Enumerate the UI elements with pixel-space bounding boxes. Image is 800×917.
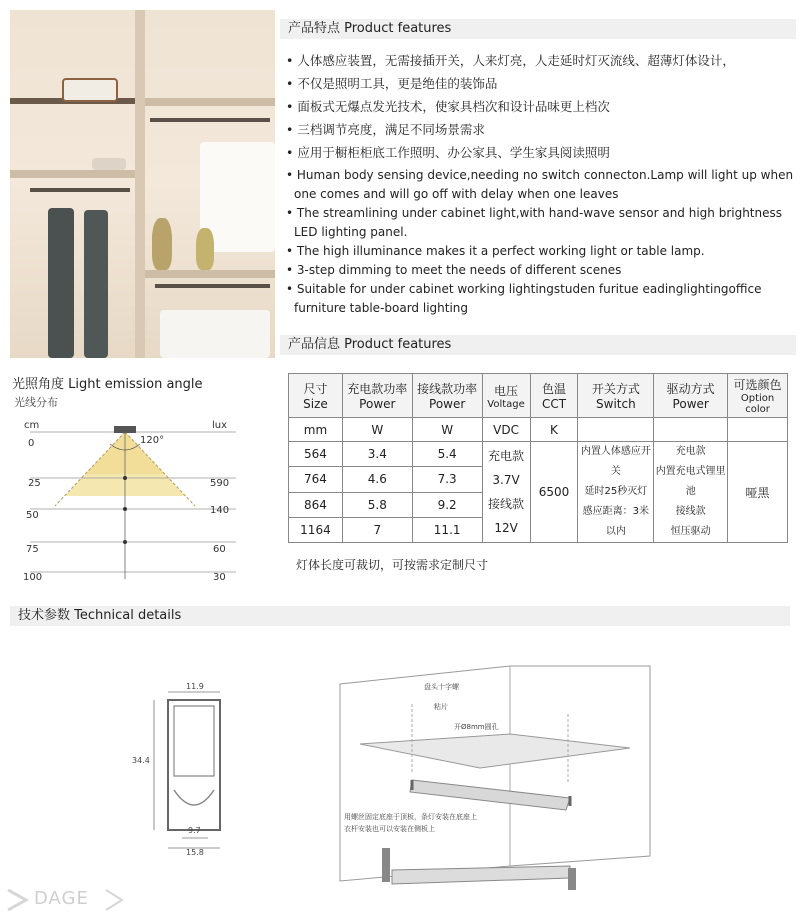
angle-label: 120° [140, 435, 165, 446]
info-header: 产品信息 Product features [280, 335, 796, 355]
cell-power-charge: 4.6 [342, 467, 412, 492]
angle-diagram [10, 414, 242, 594]
axis-dot [123, 540, 127, 544]
col-color: 可选颜色 Option color [728, 374, 788, 418]
brand-logo: DAGE [34, 888, 89, 909]
left-tick: 75 [26, 544, 39, 555]
profile-cavity [174, 706, 214, 776]
feature-en-1b: one comes and will go off with delay when one leaves [294, 187, 619, 201]
spec-unit-row [289, 418, 788, 442]
right-tick: 60 [213, 544, 226, 555]
cell-power-charge: 3.4 [342, 442, 412, 467]
profile-drawing [130, 680, 250, 860]
col-drive: 驱动方式 Power [654, 374, 728, 418]
left-tick: 100 [23, 572, 43, 583]
feature-cn-4: • 三档调节亮度，满足不同场景需求 [286, 122, 485, 137]
feature-cn-3: • 面板式无爆点发光技术，使家具档次和设计品味更上档次 [286, 99, 610, 114]
right-unit: lux [212, 420, 228, 431]
cell-size: 864 [289, 492, 343, 517]
angle-title: 光照角度 Light emission angle [12, 377, 203, 392]
unit-cct: K [530, 418, 578, 442]
beam-diagram-svg [10, 414, 242, 594]
cell-size: 1164 [289, 517, 343, 542]
feature-en-5b: furniture table-board lighting [294, 301, 469, 315]
cell-power-charge: 5.8 [342, 492, 412, 517]
install-note-1: 用螺丝固定底座于顶板，条灯安装在底座上 [344, 813, 477, 821]
unit-power-wired: W [412, 418, 482, 442]
right-tick: 140 [210, 505, 230, 516]
dim-inner: 9.7 [188, 826, 201, 835]
cabinet-panel [360, 734, 630, 768]
right-tick: 30 [213, 572, 226, 583]
spec-table [288, 373, 788, 543]
angle-subtitle: 光线分布 [14, 396, 58, 409]
end-cap-right [568, 868, 576, 890]
features-header: 产品特点 Product features [280, 19, 796, 39]
dim-height: 34.4 [132, 756, 150, 765]
end-cap-left [382, 848, 390, 882]
left-tick: 25 [28, 478, 41, 489]
installation-drawing [330, 656, 660, 906]
profile-diffuser [174, 790, 214, 805]
label-hole: 开Ø8mm圆孔 [454, 723, 499, 731]
lamp-icon [114, 426, 136, 433]
feature-cn-1: • 人体感应装置，无需接插开关，人来灯亮，人走延时灯灭流线、超薄灯体设计， [286, 53, 735, 68]
col-switch: 开关方式 Switch [578, 374, 654, 418]
right-tick: 590 [210, 478, 230, 489]
length-note: 灯体长度可裁切，可按需求定制尺寸 [296, 558, 489, 572]
feature-en-2: • The streamlining under cabinet light,with hand-wave sensor and high brightness [286, 206, 783, 220]
feature-en-3: • The high illuminance makes it a perfect working light or table lamp. [286, 244, 705, 258]
cell-size: 764 [289, 467, 343, 492]
left-tick: 50 [26, 510, 39, 521]
feature-en-2b: LED lighting panel. [294, 225, 408, 239]
cell-power-wired: 5.4 [412, 442, 482, 467]
unit-switch [578, 418, 654, 442]
axis-dot [123, 476, 127, 480]
unit-voltage: VDC [482, 418, 530, 442]
label-pad: 粘片 [434, 703, 448, 711]
col-size: 尺寸 Size [289, 374, 343, 418]
feature-cn-5: • 应用于橱柜柜底工作照明、办公家具、学生家具阅读照明 [286, 145, 610, 160]
light-bar [410, 780, 570, 810]
cell-color: 哑黑 [728, 442, 788, 543]
chevron-right-icon [102, 888, 126, 912]
cell-power-wired: 11.1 [412, 517, 482, 542]
label-screw: 盘头十字螺 [424, 683, 459, 691]
unit-color [728, 418, 788, 442]
unit-size: mm [289, 418, 343, 442]
product-photo [10, 10, 275, 358]
col-power-wired: 接线款功率 Power [412, 374, 482, 418]
chevron-right-icon [4, 888, 34, 912]
col-power-charge: 充电款功率 Power [342, 374, 412, 418]
table-row [289, 442, 788, 467]
feature-cn-2: • 不仅是照明工具，更是绝佳的装饰品 [286, 76, 498, 91]
light-bar-bottom [392, 866, 570, 884]
install-note-2: 衣杆安装也可以安装在侧板上 [344, 825, 435, 833]
features-cn-list [286, 49, 735, 164]
cell-switch: 内置人体感应开关 延时25秒灭灯 感应距离：3米以内 [578, 442, 654, 543]
feature-en-1: • Human body sensing device,needing no switch connecton.Lamp will light up when [286, 168, 794, 182]
spec-header-row [289, 374, 788, 418]
dim-bottom: 15.8 [186, 848, 204, 857]
axis-dot [123, 507, 127, 511]
features-en-list [286, 166, 793, 318]
cell-drive: 充电款 内置充电式锂里池 接线款 恒压驱动 [654, 442, 728, 543]
cell-size: 564 [289, 442, 343, 467]
installation-svg [330, 656, 660, 906]
cell-power-charge: 7 [342, 517, 412, 542]
technical-header: 技术参数 Technical details [10, 606, 790, 626]
feature-en-4: • 3-step dimming to meet the needs of different scenes [286, 263, 622, 277]
left-unit: cm [24, 420, 40, 431]
cell-voltage: 充电款 3.7V 接线款 12V [482, 442, 530, 543]
dim-top: 11.9 [186, 682, 204, 691]
cell-power-wired: 7.3 [412, 467, 482, 492]
col-cct: 色温 CCT [530, 374, 578, 418]
cell-power-wired: 9.2 [412, 492, 482, 517]
feature-en-5: • Suitable for under cabinet working lightingstuden furitue eadinglightingoffice [286, 282, 762, 296]
unit-power-charge: W [342, 418, 412, 442]
unit-drive [654, 418, 728, 442]
cell-cct: 6500 [530, 442, 578, 543]
col-voltage: 电压 Voltage [482, 374, 530, 418]
profile-outline [168, 700, 220, 830]
left-tick: 0 [28, 438, 35, 449]
